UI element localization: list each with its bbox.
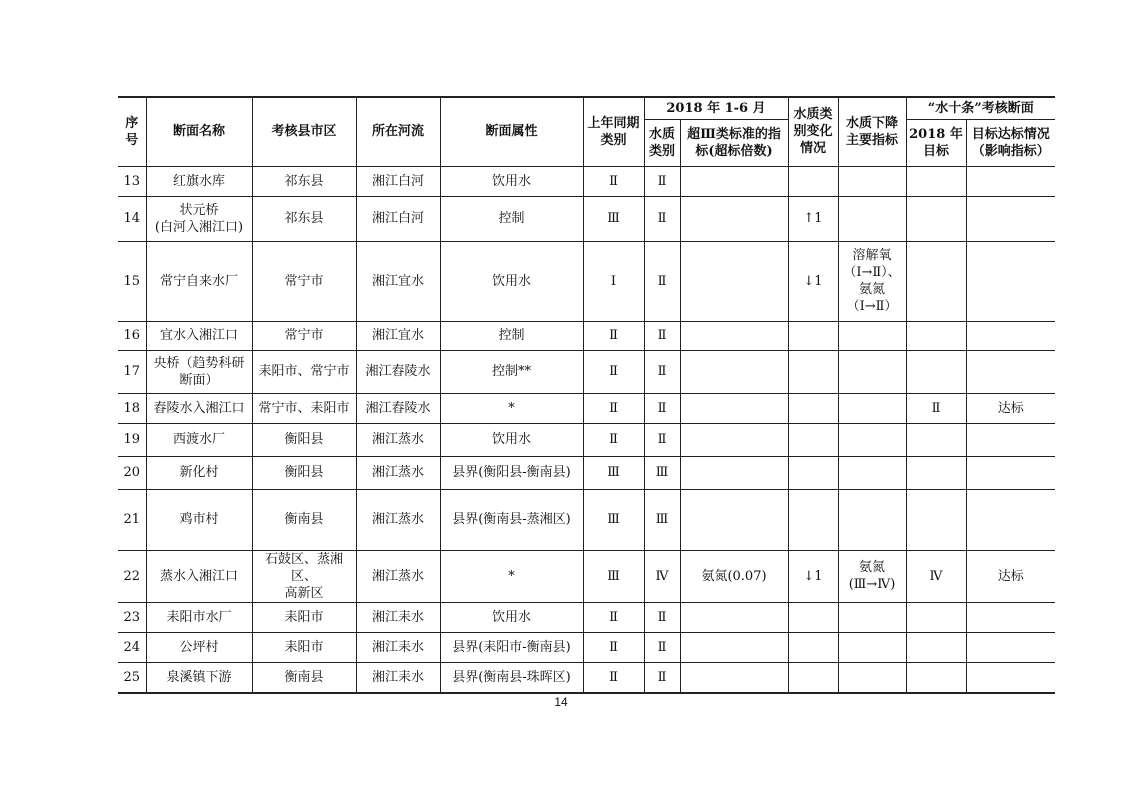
cell-prev: Ⅲ [583,196,644,241]
header-status: 目标达标情况（影响指标） [966,119,1055,166]
cell-exceed [680,662,788,693]
cell-river: 湘江蒸水 [356,423,440,456]
cell-cur: Ⅳ [644,550,680,602]
cell-target [906,241,966,321]
cell-county: 石鼓区、蒸湘区、 高新区 [252,550,356,602]
cell-exceed [680,321,788,350]
cell-cur: Ⅱ [644,241,680,321]
cell-river: 湘江舂陵水 [356,393,440,423]
cell-target: Ⅳ [906,550,966,602]
cell-exceed [680,393,788,423]
cell-cur: Ⅱ [644,393,680,423]
table-row [118,662,1055,693]
cell-seq: 17 [118,350,146,393]
cell-decline [838,489,906,550]
cell-status [966,662,1055,693]
cell-target [906,662,966,693]
cell-change [788,350,838,393]
cell-seq: 18 [118,393,146,423]
cell-river: 湘江耒水 [356,602,440,632]
header-section-name: 断面名称 [146,97,252,166]
cell-prev: Ⅲ [583,550,644,602]
cell-attr: 饮用水 [440,602,583,632]
table-row [118,196,1055,241]
cell-seq: 22 [118,550,146,602]
cell-seq: 13 [118,166,146,196]
header-river: 所在河流 [356,97,440,166]
cell-attr: 控制 [440,196,583,241]
cell-change [788,662,838,693]
water-quality-table [118,96,1055,694]
cell-prev: Ⅰ [583,241,644,321]
cell-target: Ⅱ [906,393,966,423]
cell-seq: 16 [118,321,146,350]
cell-attr: 饮用水 [440,423,583,456]
table-row [118,423,1055,456]
table-body [118,166,1055,693]
cell-decline [838,393,906,423]
cell-name: 蒸水入湘江口 [146,550,252,602]
cell-prev: Ⅱ [583,393,644,423]
cell-name: 鸡市村 [146,489,252,550]
cell-decline [838,350,906,393]
cell-name: 泉溪镇下游 [146,662,252,693]
cell-exceed: 氨氮(0.07) [680,550,788,602]
cell-cur: Ⅱ [644,632,680,662]
cell-river: 湘江宜水 [356,241,440,321]
page-number: 14 [554,695,568,709]
cell-seq: 23 [118,602,146,632]
cell-change: ↓1 [788,241,838,321]
cell-cur: Ⅱ [644,196,680,241]
cell-exceed [680,166,788,196]
cell-cur: Ⅲ [644,489,680,550]
cell-decline [838,423,906,456]
table-row [118,350,1055,393]
cell-decline [838,196,906,241]
cell-name: 舂陵水入湘江口 [146,393,252,423]
table-row [118,393,1055,423]
cell-change [788,423,838,456]
cell-prev: Ⅱ [583,321,644,350]
cell-change [788,456,838,489]
cell-seq: 15 [118,241,146,321]
cell-prev: Ⅱ [583,632,644,662]
cell-change: ↓1 [788,550,838,602]
cell-seq: 25 [118,662,146,693]
header-assess-group: “水十条”考核断面 [906,97,1055,119]
cell-seq: 20 [118,456,146,489]
cell-river: 湘江宜水 [356,321,440,350]
cell-cur: Ⅱ [644,602,680,632]
cell-target [906,602,966,632]
cell-exceed [680,241,788,321]
table-row [118,489,1055,550]
cell-county: 耒阳市 [252,632,356,662]
cell-status [966,166,1055,196]
cell-attr: 控制** [440,350,583,393]
cell-county: 耒阳市 [252,602,356,632]
cell-status [966,423,1055,456]
cell-county: 常宁市 [252,321,356,350]
cell-prev: Ⅲ [583,489,644,550]
cell-county: 耒阳市、常宁市 [252,350,356,393]
cell-name: 常宁自来水厂 [146,241,252,321]
cell-change [788,393,838,423]
cell-status: 达标 [966,550,1055,602]
cell-target [906,321,966,350]
cell-exceed [680,196,788,241]
cell-change [788,632,838,662]
cell-decline [838,456,906,489]
cell-status [966,632,1055,662]
cell-river: 湘江蒸水 [356,456,440,489]
cell-change [788,321,838,350]
cell-attr: 饮用水 [440,241,583,321]
cell-county: 衡南县 [252,662,356,693]
cell-change [788,489,838,550]
table-row [118,550,1055,602]
header-decline: 水质下降主要指标 [838,97,906,166]
cell-county: 常宁市 [252,241,356,321]
cell-exceed [680,602,788,632]
cell-county: 常宁市、耒阳市 [252,393,356,423]
cell-name: 公坪村 [146,632,252,662]
cell-attr: 县界(耒阳市-衡南县) [440,632,583,662]
cell-target [906,632,966,662]
cell-cur: Ⅱ [644,423,680,456]
table-row [118,166,1055,196]
cell-status [966,241,1055,321]
cell-target [906,423,966,456]
cell-river: 湘江耒水 [356,632,440,662]
header-target: 2018 年目标 [906,119,966,166]
header-county: 考核县市区 [252,97,356,166]
cell-name: 央桥（趋势科研 断面） [146,350,252,393]
cell-change [788,166,838,196]
header-change: 水质类别变化情况 [788,97,838,166]
cell-seq: 14 [118,196,146,241]
cell-exceed [680,423,788,456]
cell-status: 达标 [966,393,1055,423]
cell-river: 湘江蒸水 [356,550,440,602]
cell-target [906,456,966,489]
header-prev-class: 上年同期类别 [583,97,644,166]
cell-prev: Ⅱ [583,166,644,196]
cell-name: 西渡水厂 [146,423,252,456]
cell-seq: 24 [118,632,146,662]
cell-river: 湘江耒水 [356,662,440,693]
cell-prev: Ⅱ [583,662,644,693]
cell-name: 红旗水库 [146,166,252,196]
cell-county: 衡阳县 [252,456,356,489]
cell-name: 耒阳市水厂 [146,602,252,632]
table-row [118,602,1055,632]
cell-exceed [680,350,788,393]
cell-attr: * [440,393,583,423]
cell-county: 衡阳县 [252,423,356,456]
cell-name: 宜水入湘江口 [146,321,252,350]
cell-name: 状元桥 (白河入湘江口) [146,196,252,241]
cell-exceed [680,456,788,489]
cell-decline: 氨氮 (Ⅲ→Ⅳ) [838,550,906,602]
cell-status [966,489,1055,550]
header-row-1 [118,97,1055,119]
cell-attr: 县界(衡南县-蒸湘区) [440,489,583,550]
cell-seq: 21 [118,489,146,550]
cell-county: 衡南县 [252,489,356,550]
header-exceed: 超Ⅲ类标准的指标(超标倍数) [680,119,788,166]
cell-attr: * [440,550,583,602]
cell-prev: Ⅱ [583,602,644,632]
cell-prev: Ⅱ [583,350,644,393]
cell-status [966,321,1055,350]
table-row [118,456,1055,489]
cell-exceed [680,632,788,662]
cell-exceed [680,489,788,550]
header-period-group: 2018 年 1-6 月 [644,97,788,119]
cell-attr: 县界(衡阳县-衡南县) [440,456,583,489]
cell-decline [838,602,906,632]
cell-river: 湘江白河 [356,196,440,241]
cell-cur: Ⅲ [644,456,680,489]
cell-river: 湘江蒸水 [356,489,440,550]
cell-change: ↑1 [788,196,838,241]
cell-prev: Ⅱ [583,423,644,456]
cell-status [966,196,1055,241]
cell-target [906,196,966,241]
cell-status [966,602,1055,632]
cell-county: 祁东县 [252,196,356,241]
header-seq: 序号 [118,97,146,166]
cell-change [788,602,838,632]
cell-target [906,350,966,393]
cell-river: 湘江白河 [356,166,440,196]
cell-county: 祁东县 [252,166,356,196]
cell-target [906,166,966,196]
cell-seq: 19 [118,423,146,456]
cell-decline: 溶解氧 （Ⅰ→Ⅱ）、 氨氮 （Ⅰ→Ⅱ） [838,241,906,321]
cell-status [966,456,1055,489]
cell-river: 湘江舂陵水 [356,350,440,393]
cell-decline [838,166,906,196]
cell-attr: 控制 [440,321,583,350]
cell-decline [838,632,906,662]
header-attribute: 断面属性 [440,97,583,166]
table-row [118,241,1055,321]
header-period-class: 水质类别 [644,119,680,166]
cell-attr: 饮用水 [440,166,583,196]
cell-cur: Ⅱ [644,350,680,393]
cell-decline [838,321,906,350]
cell-status [966,350,1055,393]
cell-target [906,489,966,550]
table-row [118,632,1055,662]
cell-name: 新化村 [146,456,252,489]
cell-cur: Ⅱ [644,321,680,350]
cell-attr: 县界(衡南县-珠晖区) [440,662,583,693]
cell-cur: Ⅱ [644,662,680,693]
cell-prev: Ⅲ [583,456,644,489]
cell-cur: Ⅱ [644,166,680,196]
cell-decline [838,662,906,693]
table-row [118,321,1055,350]
